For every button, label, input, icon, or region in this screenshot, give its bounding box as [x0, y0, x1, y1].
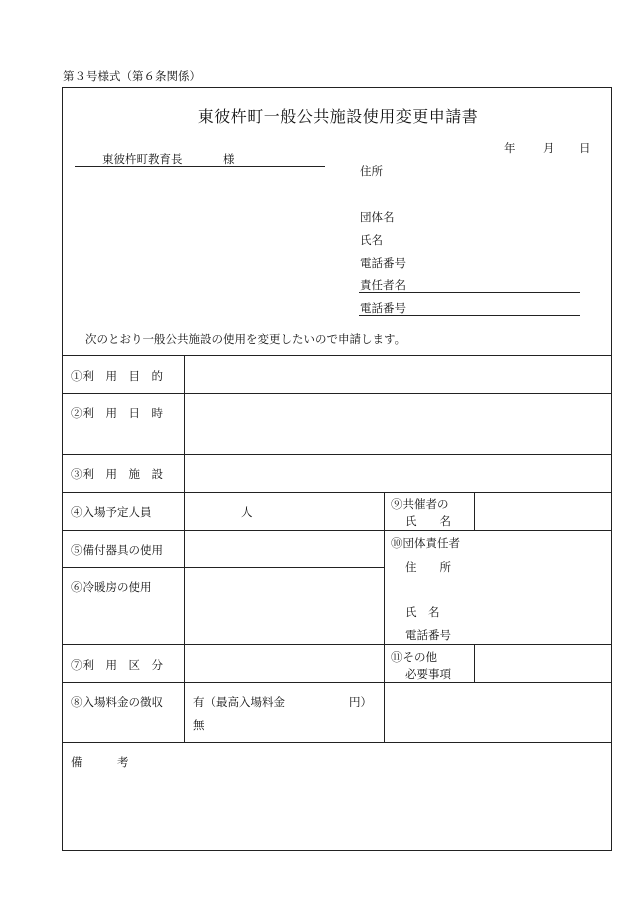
responsible-phone-line: [359, 315, 580, 316]
grid-line: [63, 742, 612, 743]
applicant-name-label[interactable]: 氏名: [360, 233, 383, 247]
fee-label: ⑧入場料金の徴収: [71, 695, 163, 709]
grid-line: [63, 393, 612, 394]
remarks-label: 備 考: [71, 755, 129, 769]
grid-line: [63, 355, 612, 356]
equipment-label: ⑤備付器具の使用: [71, 543, 163, 557]
grid-line: [474, 644, 475, 682]
fee-no-option[interactable]: 無: [193, 718, 205, 732]
co-host-name-label: 氏 名: [405, 514, 451, 528]
grid-line: [63, 492, 612, 493]
responsible-phone-label[interactable]: 電話番号: [360, 301, 406, 315]
grid-line: [474, 492, 475, 530]
responsible-name-label[interactable]: 責任者名: [360, 278, 406, 292]
grid-line: [63, 530, 612, 531]
application-form: [62, 87, 612, 851]
grid-line: [63, 682, 612, 683]
fee-yen-label: 円）: [349, 695, 372, 709]
fee-yes-option[interactable]: 有（最高入場料金: [193, 695, 285, 709]
category-label: ⑦利 用 区 分: [71, 658, 163, 672]
applicant-group-label[interactable]: 団体名: [360, 210, 395, 224]
responsible-name-line: [359, 292, 580, 293]
addressee-underline: [75, 166, 325, 167]
facility-label: ③利 用 施 設: [71, 467, 163, 481]
form-code: 第３号様式（第６条関係）: [63, 69, 201, 83]
attendees-unit: 人: [241, 505, 253, 519]
form-title: 東彼杵町一般公共施設使用変更申請書: [197, 107, 479, 126]
grid-line: [384, 492, 385, 742]
addressee-name: 東彼杵町教育長: [102, 152, 183, 166]
group-responsible-name: 氏 名: [405, 605, 440, 619]
other-items-label: 必要事項: [405, 667, 451, 681]
group-responsible-label: ⑩団体責任者: [391, 536, 460, 550]
other-label: ⑪その他: [391, 650, 437, 664]
applicant-phone-label[interactable]: 電話番号: [360, 256, 406, 270]
date-month[interactable]: 月: [543, 141, 555, 155]
group-responsible-phone: 電話番号: [405, 628, 451, 642]
grid-line: [63, 644, 612, 645]
attendees-label: ④入場予定人員: [71, 505, 152, 519]
applicant-address-label[interactable]: 住所: [360, 164, 383, 178]
co-host-label: ⑨共催者の: [391, 497, 449, 511]
addressee-honorific: 様: [223, 152, 235, 166]
aircon-label: ⑥冷暖房の使用: [71, 580, 152, 594]
purpose-label: ①利 用 目 的: [71, 369, 163, 383]
grid-line: [63, 567, 384, 568]
grid-line: [184, 355, 185, 742]
date-day[interactable]: 日: [579, 141, 591, 155]
application-statement: 次のとおり一般公共施設の使用を変更したいので申請します。: [85, 332, 407, 346]
datetime-label: ②利 用 日 時: [71, 406, 163, 420]
grid-line: [63, 454, 612, 455]
date-year[interactable]: 年: [504, 141, 516, 155]
group-responsible-address: 住 所: [405, 560, 451, 574]
